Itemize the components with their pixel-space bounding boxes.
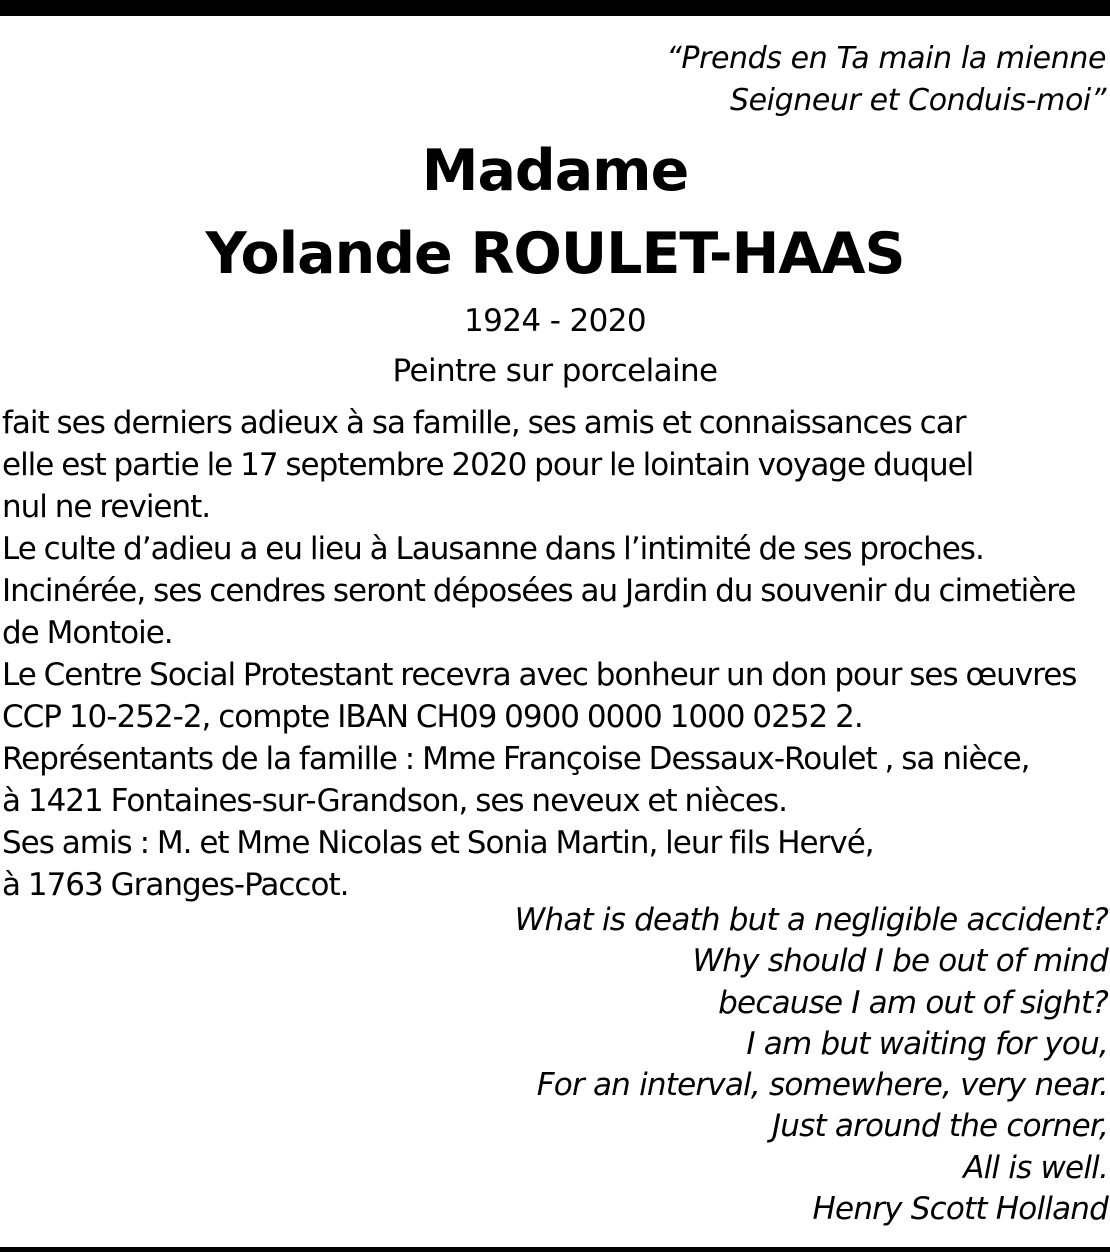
body-line: à 1421 Fontaines-sur-Grandson, ses neveux et nièces. — [2, 783, 787, 819]
poem-line: All is well. — [963, 1149, 1108, 1186]
profession: Peintre sur porcelaine — [392, 353, 718, 389]
body-line: Le culte d’adieu a eu lieu à Lausanne dans l’intimité de ses proches. — [2, 531, 984, 567]
body-line: elle est partie le 17 septembre 2020 pour le lointain voyage duquel — [2, 447, 974, 483]
body-line: Représentants de la famille : Mme Françoise Dessaux-Roulet , sa nièce, — [2, 741, 1030, 777]
deceased-name: Yolande ROULET-HAAS — [205, 221, 905, 287]
epigraph-line: “Prends en Ta main la mienne — [666, 41, 1106, 76]
deceased-name-heading — [0, 130, 1110, 296]
poem-line: Why should I be out of mind — [692, 943, 1108, 980]
top-border-rule — [0, 0, 1110, 16]
bottom-border-rule — [0, 1247, 1110, 1252]
poem-author: Henry Scott Holland — [812, 1191, 1108, 1228]
poem-line: For an interval, somewhere, very near. — [536, 1067, 1108, 1104]
body-line: CCP 10-252-2, compte IBAN CH09 0900 0000 1000 0252 2. — [2, 699, 863, 735]
poem-line: I am but waiting for you, — [746, 1025, 1108, 1062]
body-line: fait ses derniers adieux à sa famille, ses amis et connaissances car — [2, 405, 966, 441]
poem-line: What is death but a negligible accident? — [514, 902, 1108, 938]
poem-line: Just around the corner, — [771, 1108, 1108, 1145]
body-line: Incinérée, ses cendres seront déposées au Jardin du souvenir du cimetière — [2, 573, 1076, 609]
life-years: 1924 - 2020 — [463, 303, 647, 339]
announcement-body — [2, 402, 1110, 906]
body-line: à 1763 Granges-Paccot. — [2, 867, 349, 903]
body-line: Ses amis : M. et Mme Nicolas et Sonia Martin, leur fils Hervé, — [2, 825, 874, 861]
poem-line: because I am out of sight? — [718, 984, 1108, 1021]
body-line: nul ne revient. — [2, 489, 211, 525]
closing-poem — [515, 900, 1108, 1230]
epigraph-line: Seigneur et Conduis-moi” — [729, 83, 1106, 118]
body-line: Le Centre Social Protestant recevra avec bonheur un don pour ses œuvres — [2, 657, 1077, 693]
epigraph-quote — [666, 38, 1106, 122]
deceased-title: Madame — [421, 138, 689, 204]
body-line: de Montoie. — [2, 615, 173, 651]
